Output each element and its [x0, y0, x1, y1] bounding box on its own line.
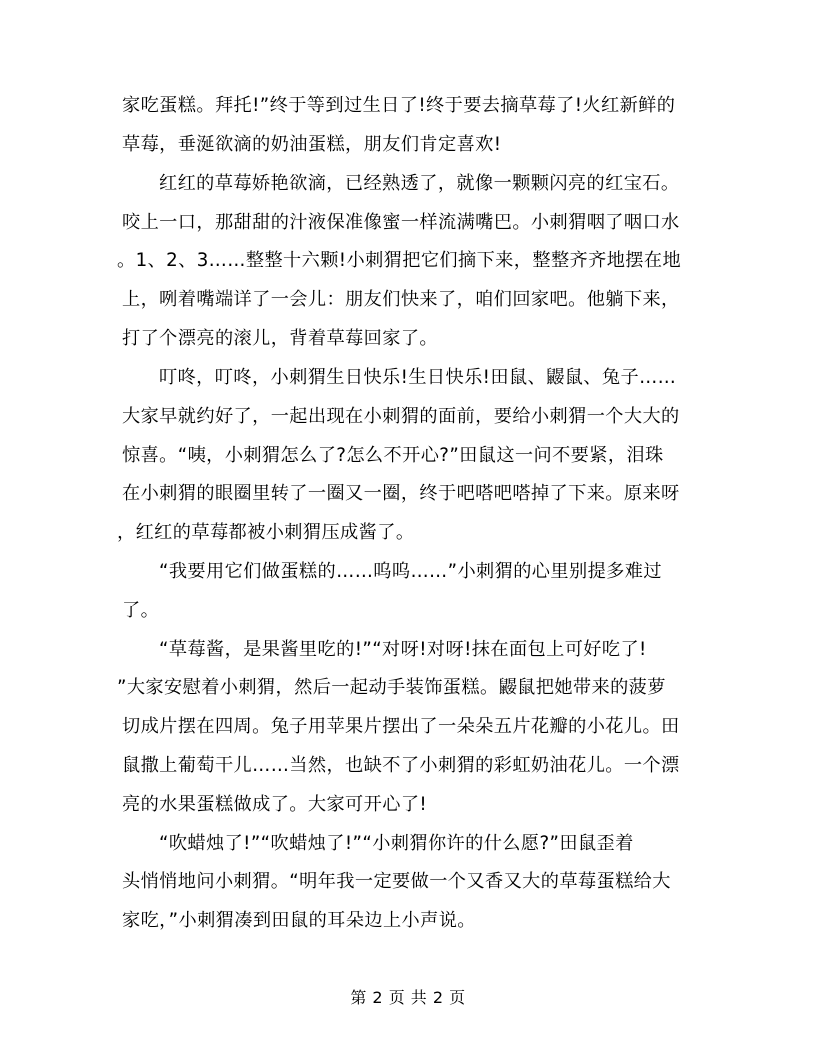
text-line: 打了个漂亮的滚儿，背着草莓回家了。: [122, 328, 438, 349]
text-line: 咬上一口，那甜甜的汁液保准像蜜一样流满嘴巴。小刺猬咽了咽口水: [122, 212, 680, 233]
text-line: 了。: [122, 600, 160, 621]
text-line: 大家早就约好了，一起出现在小刺猬的面前，要给小刺猬一个大大的: [122, 406, 680, 427]
text-line: “吹蜡烛了!”“吹蜡烛了!”“小刺猬你许的什么愿?”田鼠歪着: [159, 833, 634, 854]
text-line: 切成片摆在四周。兔子用苹果片摆出了一朵朵五片花瓣的小花儿。田: [122, 716, 680, 737]
page-footer: 第 2 页 共 2 页: [350, 988, 466, 1007]
text-line: ，红红的草莓都被小刺猬压成酱了。: [117, 522, 415, 543]
text-line: 家吃蛋糕。拜托!”终于等到过生日了!终于要去摘草莓了!火红新鲜的: [122, 95, 676, 116]
text-line: 惊喜。“咦，小刺猬怎么了?怎么不开心?”田鼠这一问不要紧，泪珠: [122, 445, 664, 466]
text-line: 头悄悄地问小刺猬。“明年我一定要做一个又香又大的草莓蛋糕给大: [122, 871, 671, 892]
text-line: 鼠撒上葡萄干儿……当然，也缺不了小刺猬的彩虹奶油花儿。一个漂: [122, 755, 680, 776]
text-line: 在小刺猬的眼圈里转了一圈又一圈，终于吧嗒吧嗒掉了下来。原来呀: [122, 483, 680, 504]
text-line: 草莓，垂涎欲滴的奶油蛋糕，朋友们肯定喜欢!: [122, 134, 502, 155]
text-line: 家吃，”小刺猬凑到田鼠的耳朵边上小声说。: [122, 910, 476, 931]
text-line: 。1、2、3……整整十六颗!小刺猬把它们摘下来，整整齐齐地摆在地: [117, 250, 682, 271]
text-line: 亮的水果蛋糕做成了。大家可开心了!: [122, 794, 428, 815]
text-line: 叮咚，叮咚，小刺猬生日快乐!生日快乐!田鼠、鼹鼠、兔子……: [159, 367, 677, 388]
text-line: 上，咧着嘴端详了一会儿：朋友们快来了，咱们回家吧。他躺下来，: [122, 289, 680, 310]
text-line: “我要用它们做蛋糕的……呜呜……”小刺猬的心里别提多难过: [159, 561, 662, 582]
text-line: ”大家安慰着小刺猬，然后一起动手装饰蛋糕。鼹鼠把她带来的菠萝: [117, 677, 666, 698]
text-line: 红红的草莓娇艳欲滴，已经熟透了，就像一颗颗闪亮的红宝石。: [159, 173, 680, 194]
text-line: “草莓酱，是果酱里吃的!”“对呀!对呀!抹在面包上可好吃了!: [159, 639, 647, 660]
